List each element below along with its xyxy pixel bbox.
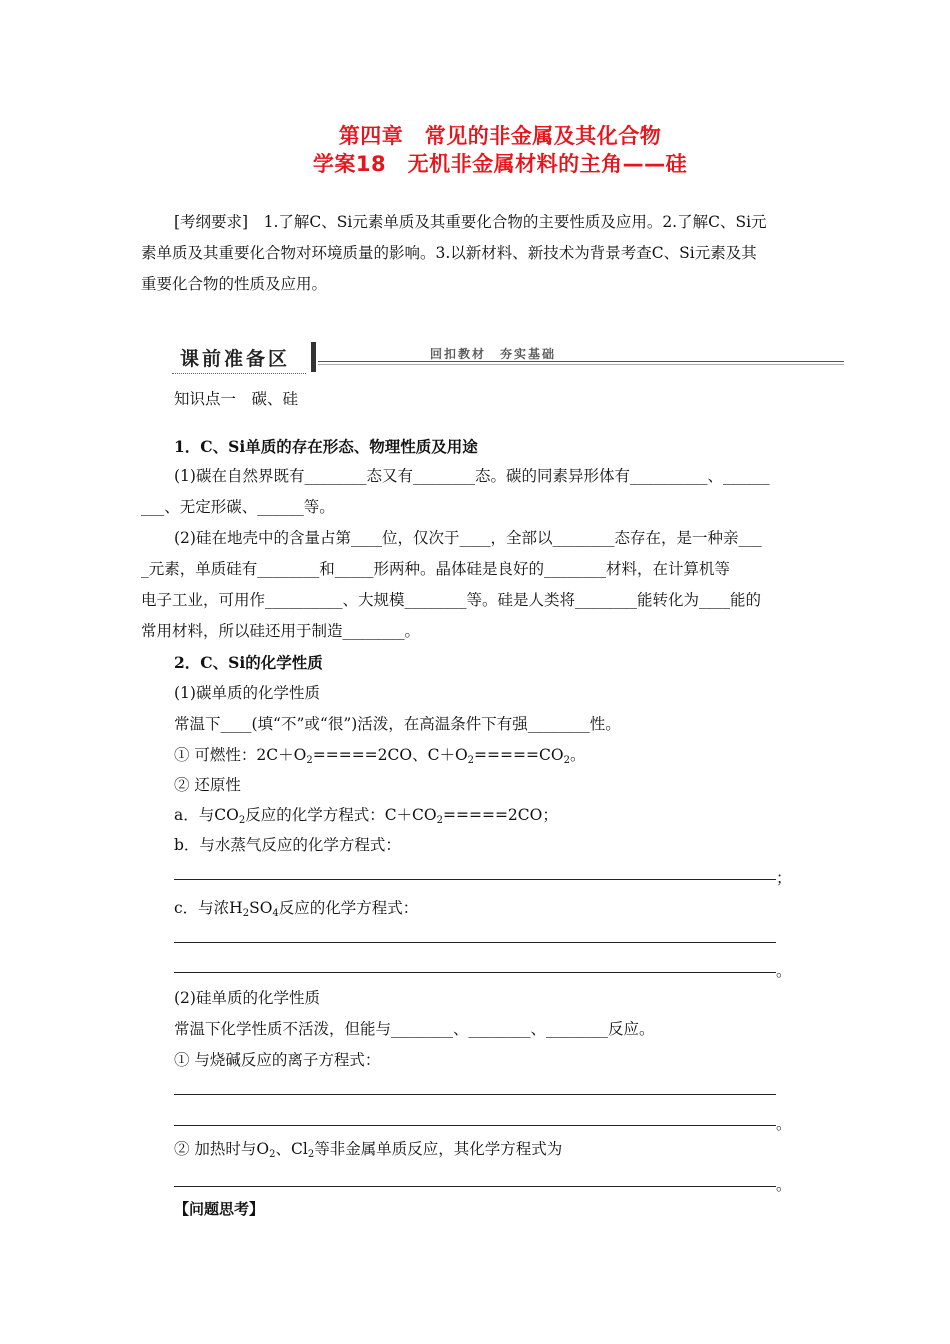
lesson-title: 学案18 无机非金属材料的主角——硅 (312, 152, 688, 176)
subscript: 2 (269, 1149, 276, 1160)
banner-rule (318, 361, 844, 362)
item-a-part-1: a．与CO (174, 806, 239, 824)
silicon-existence-line-3: 电子工业，可用作__________、大规模________等。硅是人类将________能转化为____能的 (141, 591, 762, 609)
requirements-line-3: 重要化合物的性质及应用。 (141, 275, 328, 293)
banner-divider (311, 342, 316, 372)
item-c-part-2: SO (249, 899, 273, 917)
silicon-existence-line-1: (2)硅在地壳中的含量占第____位，仅次于____，全部以________态存在，是一种亲___ (174, 529, 762, 547)
carbon-chem-heading: (1)碳单质的化学性质 (174, 684, 320, 702)
answer-line-c-2[interactable] (174, 972, 776, 973)
item-c-part-1: c．与浓H (174, 899, 243, 917)
heating-reaction-prompt (174, 1134, 562, 1165)
answer-line-alkali-1[interactable] (174, 1094, 776, 1095)
alkali-reaction-prompt: ① 与烧碱反应的离子方程式： (174, 1051, 381, 1069)
subscript: 2 (306, 755, 313, 766)
section-2-heading: 2．C、Si的化学性质 (174, 653, 323, 672)
carbon-existence-line-2: ___、无定形碳、______等。 (141, 498, 335, 516)
banner-rule-light (318, 364, 844, 365)
item-a-equation (174, 800, 558, 831)
answer-line-b-end: ； (776, 869, 792, 887)
reducing-heading: ② 还原性 (174, 776, 241, 794)
banner-title: 课前准备区 (180, 348, 291, 370)
subscript: 2 (436, 815, 443, 826)
item-c-part-3: 反应的化学方程式： (278, 899, 419, 917)
silicon-chem-heading: (2)硅单质的化学性质 (174, 989, 320, 1007)
heating-part-3: 等非金属单质反应，其化学方程式为 (314, 1140, 563, 1158)
requirements-line-1: [考纲要求] 1.了解C、Si元素单质及其重要化合物的主要性质及应用。2.了解C、Si元 (174, 213, 767, 231)
subscript: 2 (563, 755, 570, 766)
carbon-chem-intro: 常温下____(填“不”或“很”)活泼，在高温条件下有强________性。 (174, 715, 621, 733)
subscript: 2 (242, 908, 250, 919)
answer-line-c-1[interactable] (174, 942, 776, 943)
answer-line-c-end: 。 (776, 962, 792, 980)
silicon-existence-line-4: 常用材料，所以硅还用于制造________。 (141, 622, 421, 640)
banner-underline (172, 373, 306, 374)
section-1-heading: 1．C、Si单质的存在形态、物理性质及用途 (174, 437, 478, 456)
silicon-chem-intro: 常温下化学性质不活泼，但能与________、________、________反应。 (174, 1020, 655, 1038)
combustion-part-1: ① 可燃性：2C＋O (174, 746, 307, 764)
banner-subtitle: 回扣教材 夯实基础 (430, 347, 557, 361)
item-b-prompt: b．与水蒸气反应的化学方程式： (174, 836, 401, 854)
answer-line-heating[interactable] (174, 1186, 776, 1187)
combustion-equation (174, 740, 585, 771)
answer-line-heating-end: 。 (776, 1176, 792, 1194)
combustion-part-4: 。 (569, 746, 586, 764)
item-c-prompt (174, 893, 418, 924)
heating-part-1: ② 加热时与O (174, 1140, 270, 1158)
combustion-part-2: =====2CO、C＋O (312, 746, 468, 764)
subscript: 4 (272, 908, 279, 919)
question-heading: 【问题思考】 (174, 1200, 265, 1218)
combustion-part-3: =====CO (474, 746, 564, 764)
subscript: 2 (238, 815, 246, 826)
requirements-line-2: 素单质及其重要化合物对环境质量的影响。3.以新材料、新技术为背景考查C、Si元素及其 (141, 244, 757, 262)
answer-line-alkali-2[interactable] (174, 1125, 776, 1126)
answer-line-b[interactable] (174, 879, 776, 880)
carbon-existence-line-1: (1)碳在自然界既有________态又有________态。碳的同素异形体有__________、______ (174, 467, 770, 485)
knowledge-point-heading: 知识点一 碳、硅 (174, 390, 299, 408)
item-a-part-3: =====2CO； (443, 806, 558, 824)
silicon-existence-line-2: _元素，单质硅有________和_____形两种。晶体硅是良好的________材料，在计算机等 (141, 560, 731, 578)
subscript: 2 (467, 755, 475, 766)
heating-part-2: 、Cl (275, 1140, 308, 1158)
subscript: 2 (307, 1149, 315, 1160)
answer-line-alkali-end: 。 (776, 1115, 792, 1133)
chapter-title: 第四章 常见的非金属及其化合物 (338, 124, 662, 148)
item-a-part-2: 反应的化学方程式：C＋CO (245, 806, 437, 824)
